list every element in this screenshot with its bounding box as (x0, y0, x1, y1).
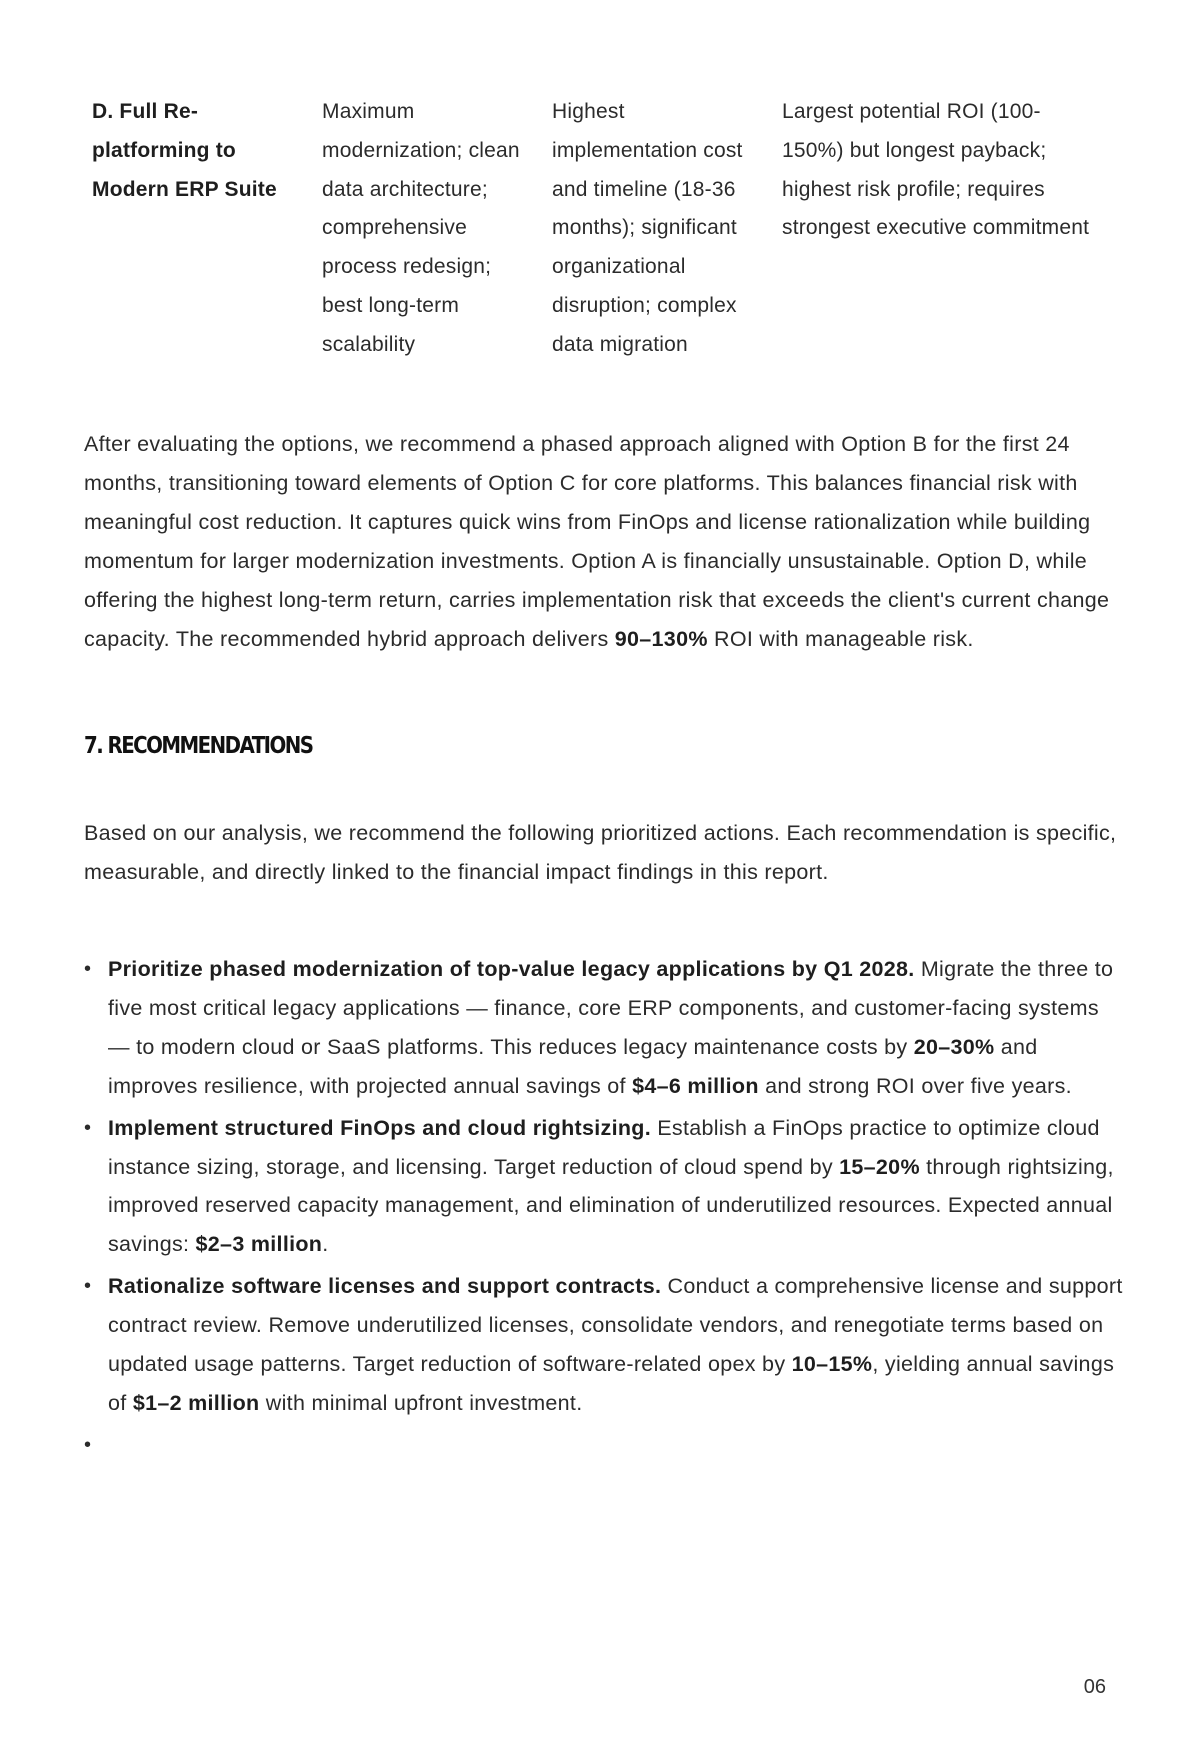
list-item (84, 950, 1124, 1106)
list-item (84, 1109, 1124, 1265)
recommendations-list (84, 950, 1124, 1468)
item-text: with minimal upfront investment. (259, 1390, 583, 1415)
item-highlight: $4–6 million (632, 1073, 759, 1098)
roi-range-highlight: 90–130% (614, 626, 708, 651)
benefits-cell: Maximum modernization; clean data architecture; comprehensive process redesign; best long-term scalability (322, 100, 520, 356)
item-highlight: $2–3 million (195, 1232, 323, 1257)
page-number: 06 (1083, 1676, 1106, 1698)
item-highlight: 15–20% (839, 1154, 920, 1179)
item-text: . (322, 1232, 329, 1257)
item-text: Conduct a comprehensive license and support contract review. Remove underutilized licenses, consolidate vendors, and renegotiate terms based on updated usage patterns. Target reduction of software-related opex by (108, 1274, 1123, 1377)
item-text: Establish a FinOps practice to optimize cloud instance sizing, storage, and licensing. Target reduction of cloud spend by (108, 1115, 1100, 1179)
item-text: , yielding annual savings of (108, 1352, 1115, 1415)
item-text: Migrate the three to five most critical legacy applications — finance, core ERP components, and customer-facing systems — to modern cloud or SaaS platforms. This reduces legacy maintenance costs by (108, 957, 1114, 1059)
options-table (84, 93, 1104, 365)
item-title: Prioritize phased modernization of top-value legacy applications by Q1 2028. (108, 957, 915, 981)
item-text: through rightsizing, improved reserved capacity management, and elimination of underutilized resources. Expected annual savings: (108, 1154, 1114, 1257)
list-item (84, 1426, 1124, 1465)
option-name-cell: D. Full Re-platforming to Modern ERP Suite (92, 100, 277, 201)
paragraph-text: After evaluating the options, we recommend a phased approach aligned with Option B for the first 24 months, transitioning toward elements of Option C for core platforms. This balances financial risk with meaningful cost reduction. It captures quick wins from FinOps and license rationalization while building momentum for larger modernization investments. Option A is financially unsustainable. Option D, while offering the highest long-term return, carries implementation risk that exceeds the client's current change capacity. The recommended hybrid approach delivers (84, 432, 1110, 651)
item-text: and improves resilience, with projected annual savings of (108, 1034, 1038, 1098)
section-intro: Based on our analysis, we recommend the following prioritized actions. Each recommendation is specific, measurable, and directly linked to the financial impact findings in this report. (84, 821, 1117, 884)
bullet-icon: • (84, 1275, 92, 1298)
paragraph-text-end: ROI with manageable risk. (707, 626, 974, 651)
costs-cell: Highest implementation cost and timeline (18-36 months); significant organizational disruption; complex data migration (552, 100, 743, 356)
recommendation-paragraph (84, 425, 1124, 658)
item-highlight: 10–15% (791, 1352, 873, 1377)
roi-cell: Largest potential ROI (100-150%) but longest payback; highest risk profile; requires strongest executive commitment (782, 100, 1090, 240)
item-title: Implement structured FinOps and cloud rightsizing. (108, 1115, 651, 1140)
item-title: Rationalize software licenses and support contracts. (108, 1274, 662, 1299)
section-heading: 7. RECOMMENDATIONS (84, 733, 313, 759)
bullet-icon: • (84, 1116, 92, 1139)
bullet-icon: • (84, 958, 92, 980)
table-row (84, 93, 1104, 365)
item-highlight: $1–2 million (132, 1390, 260, 1415)
item-text: and strong ROI over five years. (758, 1073, 1072, 1098)
item-highlight: 20–30% (913, 1034, 995, 1059)
list-item (84, 1267, 1124, 1423)
bullet-icon: • (84, 1433, 92, 1456)
